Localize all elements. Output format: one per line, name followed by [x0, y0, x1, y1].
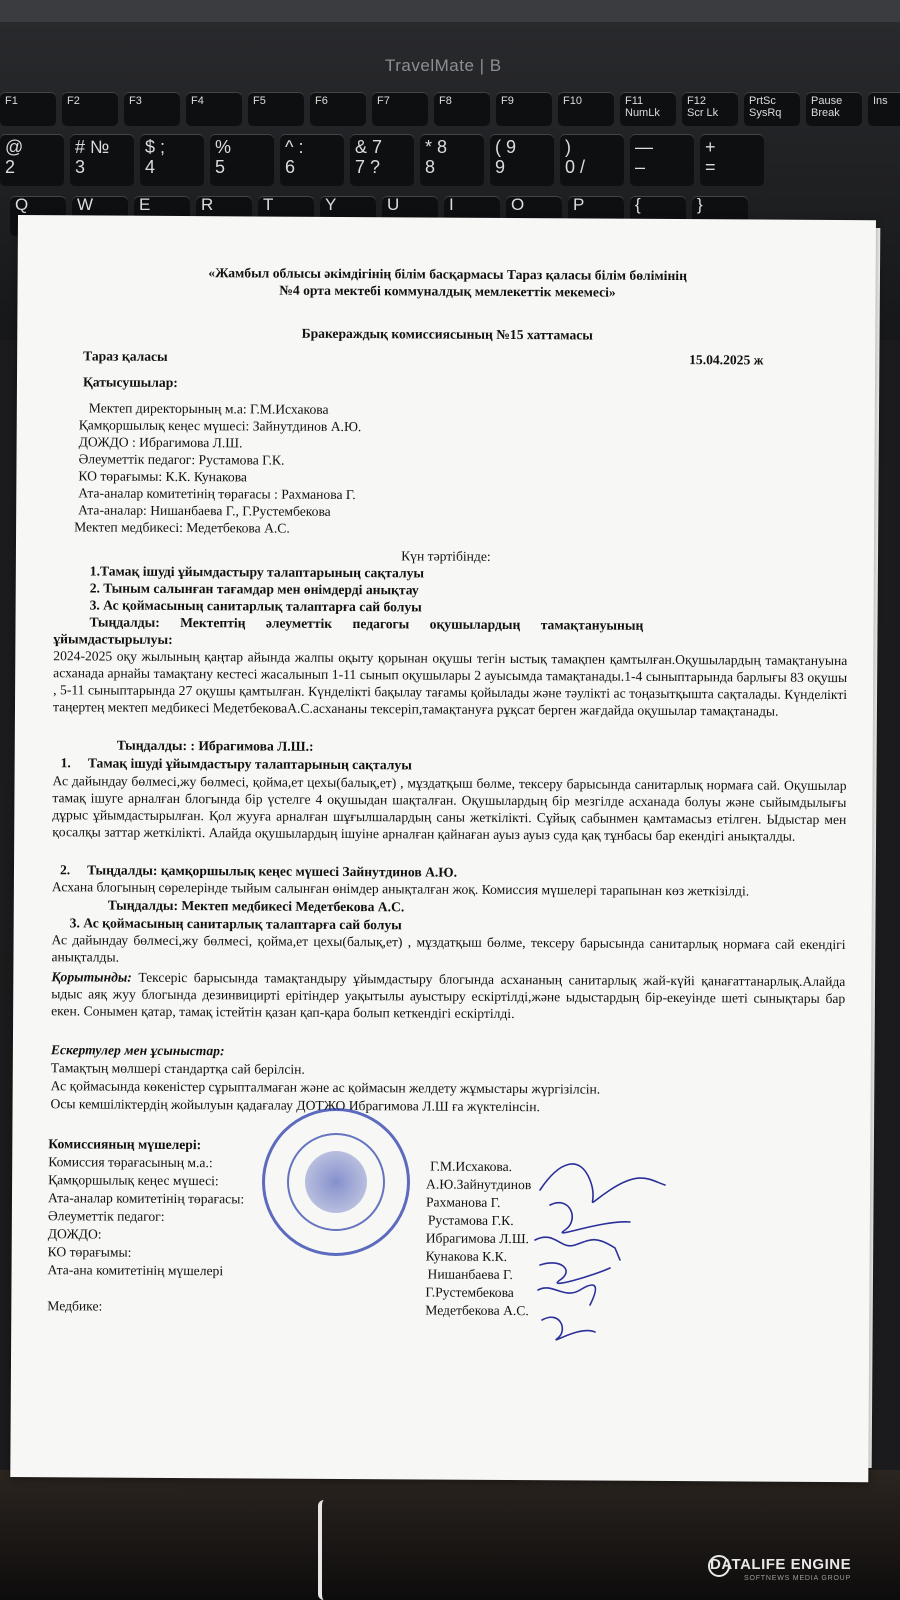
- document-title: Бракераждық комиссиясының №15 хаттамасы: [301, 325, 593, 343]
- keyboard-key: * 8 8: [420, 134, 484, 186]
- keyboard-key: U: [382, 196, 438, 236]
- member-name: Г.М.Исхакова.: [430, 1158, 513, 1175]
- agenda-heading: Күн тәртібінде:: [401, 548, 491, 564]
- stamp-emblem: [305, 1151, 367, 1213]
- keyboard-key: I: [444, 196, 500, 236]
- member-role: Ата-ана комитетінің мүшелері: [47, 1262, 224, 1279]
- member-role: Қамқоршылық кеңес мүшесі:: [48, 1172, 219, 1189]
- item-1-text: Ас дайындау бөлмесі,жу бөлмесі, қойма,ет цехы(балық,ет) , мұздатқыш бөлме, тексеру барысында санитарлық нормаға сай. Оқушылар тамақ ішуге арналған блогында бір үстелге 4 оқушыдан шақталған. Оқушылардың бір мезгілде асханада болуы және сыйымдылығы дұрыс ұйымдастырылған. Қол жууға арналған шұғылшалардың саны жеткілікті. Сұйық сабынмен қамтамасыз етілген. Ыдыстар мен қосалқы заттар жеткілікті. Алайда оқушылардың ішуіне арналған қайнаған ауыз ауыз суда қақ тұнбасы бар екендігі анықталды.: [52, 773, 847, 844]
- keyboard-key: @ 2: [0, 134, 64, 186]
- charging-cable: [318, 1500, 334, 1600]
- member-name: Кунакова К.К.: [425, 1248, 508, 1265]
- signature-stroke: [542, 1317, 595, 1340]
- participant-line: Қамқоршылық кеңес мүшесі: Зайнутдинов А.Ю.: [78, 417, 362, 435]
- agenda-item: 1.Тамақ ішуді ұйымдастыру талаптарының сақталуы: [89, 563, 425, 581]
- participant-line: ДОЖДО : Ибрагимова Л.Ш.: [78, 434, 243, 451]
- keyboard-key: E: [134, 196, 190, 236]
- function-key-row: [0, 92, 900, 126]
- keyboard-key: PrtSc SysRq: [744, 92, 800, 126]
- agenda-item: 3. Ас қоймасының санитарлық талаптарға сай болуы: [89, 597, 422, 615]
- heard-1-heading: Тыңдалды: Мектептің әлеуметтік педагогы оқушылардың тамақтануының: [89, 614, 644, 633]
- keyboard-key: Pause Break: [806, 92, 862, 126]
- member-name: Ибрагимова Л.Ш.: [425, 1230, 530, 1247]
- signature-stroke: [550, 1203, 630, 1233]
- number-key-row: [0, 134, 764, 186]
- heard-2-heading: Тыңдалды: : Ибрагимова Л.Ш.:: [116, 737, 314, 754]
- document-city: Тараз қаласы: [83, 348, 168, 364]
- keyboard-key: $ ; 4: [140, 134, 204, 186]
- keyboard-key: ^ : 6: [280, 134, 344, 186]
- signature-stroke: [538, 1285, 595, 1305]
- item-1-heading: 1. Тамақ ішуді ұйымдастыру талаптарының сақталуы: [60, 755, 412, 773]
- keyboard-key: F11 NumLk: [620, 92, 676, 126]
- laptop-hinge: [0, 0, 900, 22]
- keyboard-key: W: [72, 196, 128, 236]
- signature-stroke: [540, 1164, 665, 1202]
- keyboard-key: Y: [320, 196, 376, 236]
- keyboard-key: O: [506, 196, 562, 236]
- member-role: КО төрағымы:: [47, 1244, 132, 1260]
- keyboard-key: F8: [434, 92, 490, 126]
- remark-line: Осы кемшіліктердің жойылуын қадағалау ДОТЖО Ибрагимова Л.Ш ға жүктелінсін.: [50, 1096, 540, 1115]
- participant-line: КО төрағымы: К.К. Кунакова: [78, 468, 248, 485]
- conclusion-label: Қорытынды:: [51, 969, 132, 985]
- conclusion-text: Тексеріс барысында тамақтандыру ұйымдастыру блогында асхананың санитарлық жай-күйі қанағаттанарлық.Алайда ыдыс аяқ жуу блогында дезинвицирті ерітіндер уақытылы ауыстыру ескіртілді,және ыдыстардың бір-екеуінде шеті сынықтары бар екен. Сонымен қатар, тамақ істейтін қазан қап-қара болып кеткендігі ескіртілді.: [51, 969, 846, 1022]
- member-name: Медетбекова А.С.: [425, 1302, 529, 1319]
- remarks-heading: Ескертулер мен ұсыныстар:: [50, 1042, 225, 1059]
- org-line-1: «Жамбыл облысы әкімдігінің білім басқармасы Тараз қаласы білім бөлімінің: [208, 265, 687, 284]
- participant-line: Ата-аналар комитетінің төрағасы : Рахманова Г.: [78, 485, 356, 503]
- participant-line: Ата-аналар: Нишанбаева Г., Г.Рустембекова: [78, 502, 331, 519]
- keyboard-key: % 5: [210, 134, 274, 186]
- keyboard-key: F3: [124, 92, 180, 126]
- participant-line: Мектеп директорының м.а: Г.М.Исхакова: [88, 400, 329, 417]
- item-3-heading: 3. Ас қоймасының санитарлық талаптарға сай болуы: [69, 915, 402, 933]
- signatures: [520, 1150, 670, 1350]
- document-date: 15.04.2025 ж: [689, 352, 764, 368]
- signature-stroke: [535, 1237, 620, 1260]
- remark-line: Ас қоймасында көкеністер сұрыпталмаған және ас қоймасын желдету жұмыстары жүргізілсін.: [50, 1078, 601, 1097]
- member-role: Ата-аналар комитетінің төрағасы:: [47, 1190, 245, 1207]
- stamp-inner-ring: [287, 1133, 385, 1231]
- keyboard-key: {: [630, 196, 686, 236]
- keyboard-key: P: [568, 196, 624, 236]
- official-stamp: [262, 1108, 410, 1256]
- participant-line: Мектеп медбикесі: Медетбекова А.С.: [74, 519, 290, 536]
- keyboard-key: F1: [0, 92, 56, 126]
- member-role: ДОЖДО:: [47, 1226, 102, 1242]
- agenda-item: 2. Тыным салынған тағамдар мен өнімдерді анықтау: [89, 580, 419, 598]
- keyboard-key: F9: [496, 92, 552, 126]
- signature-stroke: [540, 1263, 610, 1283]
- member-name: Г.Рустембекова: [425, 1284, 514, 1301]
- heard-1-text: 2024-2025 оқу жылының қаңтар айында жалпы оқыту қорынан оқушы тегін ыстық тамақпен қамтылған.Оқушылардың тамақтануына асханада арнайы тамақтану кестесі жасалынып 1-11 сынып оқушылары 2 ауысымда тамақтанады.1-4 сыныптарында барлығы 83 оқушы , 5-11 сыныптарында 27 оқушы қамтылған. Күнделікті бақылау тағамы қойылады және тәулікті ас тоңазытқышта сақталады. Күнделікті таңертең мектеп медбикесі МедетбековаА.С.асхананы тексеріп,тамақтануға рұқсат берген жағдайда оқушылар тамақтанады.: [52, 648, 848, 719]
- participant-line: Әлеуметтік педагог: Рустамова Г.К.: [78, 451, 285, 468]
- keyboard-key: Q: [10, 196, 66, 236]
- item-2-heading: 2. Тыңдалды: қамқоршылық кеңес мүшесі Зайнутдинов А.Ю.: [59, 862, 458, 880]
- keyboard-key: }: [692, 196, 748, 236]
- heard-3-heading: Тыңдалды: Мектеп медбикесі Медетбекова А.С.: [107, 897, 405, 915]
- keyboard-key: F12 Scr Lk: [682, 92, 738, 126]
- members-heading: Комиссияның мүшелері:: [48, 1136, 202, 1153]
- keyboard-key: — –: [630, 134, 694, 186]
- keyboard-key: # № 3: [70, 134, 134, 186]
- member-role: Медбике:: [47, 1298, 103, 1314]
- keyboard-key: F5: [248, 92, 304, 126]
- member-name: Нишанбаева Г.: [427, 1266, 513, 1283]
- keyboard-key: T: [258, 196, 314, 236]
- remark-line: Тамақтың мөлшері стандартқа сай берілсін.: [50, 1060, 305, 1077]
- keyboard-key: F2: [62, 92, 118, 126]
- watermark-title: DATALIFE ENGINE: [710, 1556, 852, 1573]
- keyboard-key: F6: [310, 92, 366, 126]
- member-name: Рустамова Г.К.: [427, 1212, 514, 1229]
- item-2-text: Асхана блогының сөрелерінде тыйым салынған өнімдер анықталған жоқ. Комиссия мүшелері тарапынан көз жеткізілді.: [51, 879, 750, 899]
- participants-heading: Қатысушылар:: [82, 374, 178, 390]
- keyboard-key: ) 0 /: [560, 134, 624, 186]
- keyboard-key: + =: [700, 134, 764, 186]
- member-role: Әлеуметтік педагог:: [47, 1208, 165, 1224]
- protocol-document: [10, 215, 876, 1482]
- member-role: Комиссия төрағасының м.а.:: [48, 1154, 213, 1171]
- member-name: Рахманова Г.: [425, 1194, 501, 1210]
- conclusion: [51, 968, 845, 1024]
- member-name: А.Ю.Зайнутдинов: [426, 1176, 532, 1193]
- keyboard-key: F10: [558, 92, 614, 126]
- keyboard-key: R: [196, 196, 252, 236]
- item-3-text: Ас дайындау бөлмесі,жу бөлмесі, қойма,ет цехы(балық,ет) , мұздатқыш бөлме, тексеру барысында санитарлық нормаға сай екендігі анықталды.: [51, 932, 846, 965]
- keyboard-key: F7: [372, 92, 428, 126]
- watermark-subtitle: SOFTNEWS MEDIA GROUP: [744, 1575, 852, 1582]
- keyboard-key: & 7 7 ?: [350, 134, 414, 186]
- laptop-brand: TravelMate | B: [385, 56, 502, 75]
- heard-1-heading-cont: ұйымдастырылуы:: [53, 631, 173, 647]
- keyboard-key: ( 9 9: [490, 134, 554, 186]
- keyboard-key: Ins: [868, 92, 900, 126]
- org-line-2: №4 орта мектебі коммуналдық мемлекеттік мекемесі»: [279, 282, 616, 300]
- keyboard-key: F4: [186, 92, 242, 126]
